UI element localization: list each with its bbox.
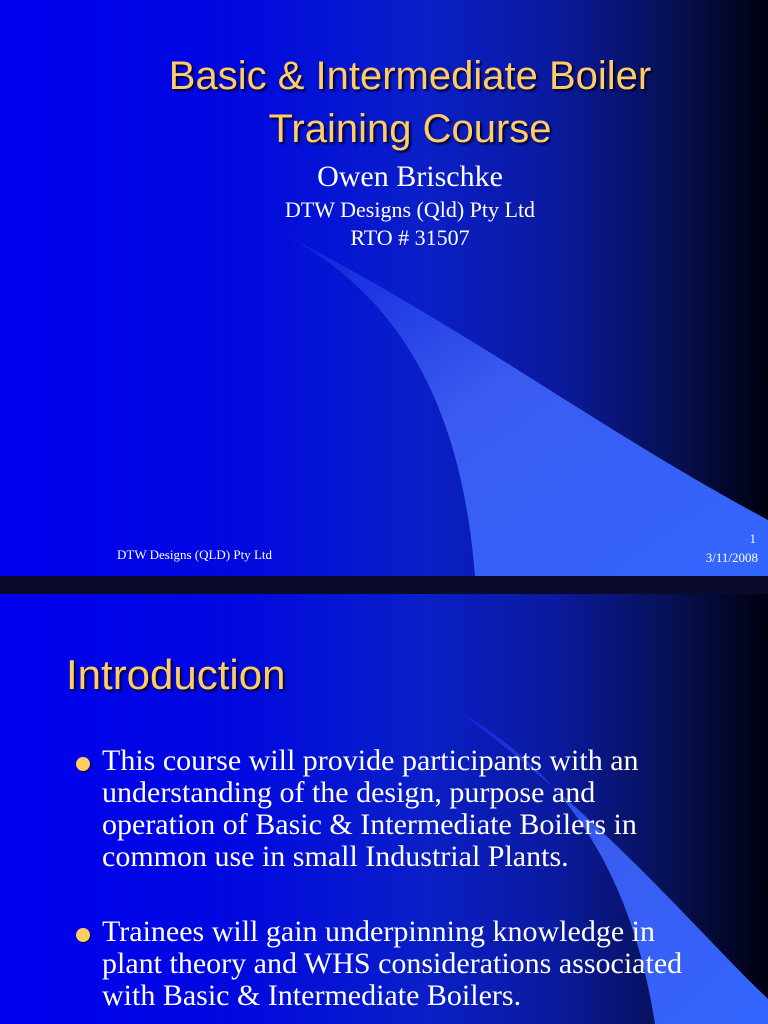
slide-title: Introduction <box>66 651 286 698</box>
bullet-icon <box>76 757 90 771</box>
slide-title-line-1: Basic & Intermediate Boiler <box>168 54 652 98</box>
bullet-item: Trainees will gain underpinning knowledge in plant theory and WHS considerations associated with Basic & Intermediate Boilers. <box>102 915 683 1012</box>
rto-number: RTO # 31507 <box>350 225 470 250</box>
company-name: DTW Designs (Qld) Pty Ltd <box>284 197 536 222</box>
footer-date: 3/11/2008 <box>705 550 758 565</box>
bullet-item: This course will provide participants with an understanding of the design, purpose and operation of Basic & Intermediate Boilers in common use in small Industrial Plants. <box>102 744 639 873</box>
bullet-icon <box>76 928 90 942</box>
author-name: Owen Brischke <box>317 160 503 193</box>
slide-2 <box>0 594 768 1024</box>
page-number: 1 <box>749 531 756 546</box>
slide-title-line-2: Training Course <box>268 107 552 151</box>
slide-title <box>0 50 768 156</box>
footer-company: DTW Designs (QLD) Pty Ltd <box>117 547 273 562</box>
